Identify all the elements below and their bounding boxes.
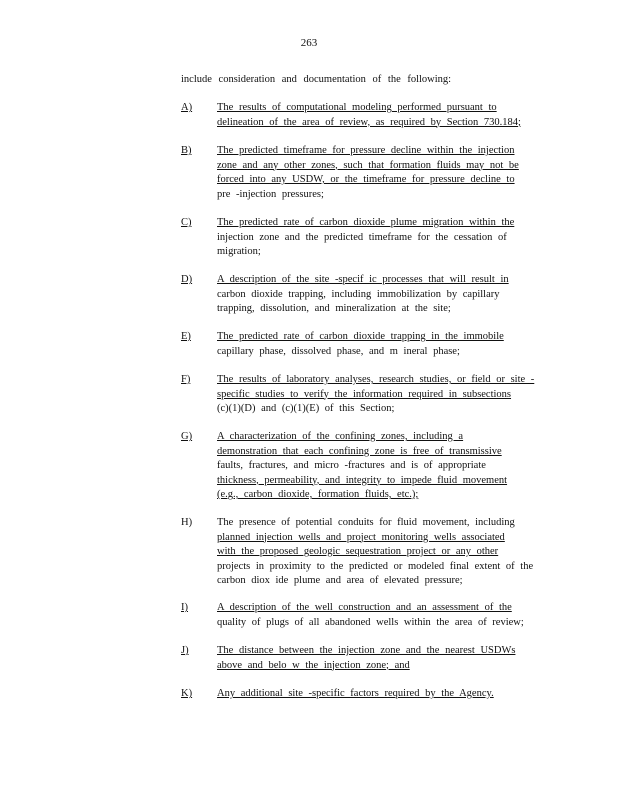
item-line: pre -injection pressures; [217, 188, 324, 200]
item-label: H) [181, 517, 193, 528]
item-body [217, 273, 543, 317]
item-label: I) [181, 602, 188, 613]
item-line: quality of plugs of all abandoned wells within the area of review; [217, 616, 524, 628]
item-body [217, 687, 543, 702]
item-line: demonstration that each confining zone is free of transmissive [217, 445, 502, 457]
item-line: forced into any USDW, or the timeframe for pressure decline to [217, 174, 515, 185]
item-line: The predicted timeframe for pressure decline within the injection [217, 145, 515, 156]
item-line: (c)(1)(D) and (c)(1)(E) of this Section; [217, 403, 395, 414]
item-label: J) [181, 645, 189, 656]
item-line: A characterization of the confining zones, including a [217, 431, 464, 442]
item-line: delineation of the area of review, as required by Section 730.184; [217, 116, 521, 128]
item-line: zone and any other zones, such that formation fluids may not be [217, 159, 519, 171]
item-label: E) [181, 331, 191, 342]
item-body [217, 101, 543, 130]
item-label: B) [181, 145, 192, 156]
item-label: G) [181, 431, 193, 442]
item-line: A description of the well construction and an assessment of the [217, 602, 512, 613]
item-label: C) [181, 217, 192, 228]
intro-text: include consideration and documentation of the following: [181, 74, 452, 85]
item-body [217, 330, 543, 359]
item-body [217, 216, 543, 260]
item-body [217, 373, 543, 417]
item-line: The results of computational modeling performed pursuant to [217, 102, 497, 113]
item-line: carbon diox ide plume and area of elevated pressure; [217, 575, 463, 586]
item-body [217, 644, 543, 673]
item-line: capillary phase, dissolved phase, and m ineral phase; [217, 345, 460, 357]
item-line: trapping, dissolution, and mineralization at the site; [217, 303, 451, 314]
item-line: The presence of potential conduits for fluid movement, including [217, 517, 515, 528]
item-line: The predicted rate of carbon dioxide plume migration within the [217, 217, 515, 228]
item-line: thickness, permeability, and integrity to impede fluid movement [217, 474, 508, 486]
item-line: above and belo w the injection zone; and [217, 659, 410, 671]
item-body [217, 144, 543, 202]
item-line: planned injection wells and project monitoring wells associated [217, 531, 505, 543]
item-body [217, 516, 543, 589]
item-line: A description of the site -specif ic processes that will result in [217, 274, 509, 285]
item-line: The predicted rate of carbon dioxide trapping in the immobile [217, 331, 504, 342]
item-line: The distance between the injection zone and the nearest USDWs [217, 645, 516, 656]
item-label: D) [181, 274, 193, 285]
item-line: migration; [217, 246, 261, 257]
item-line: specific studies to verify the information required in subsections [217, 388, 512, 400]
item-label: K) [181, 688, 193, 699]
item-line: injection zone and the predicted timeframe for the cessation of [217, 231, 507, 243]
item-line: with the proposed geologic sequestration project or any other [217, 546, 499, 557]
item-body [217, 601, 543, 630]
page-number: 263 [300, 37, 318, 49]
item-line: (e.g., carbon dioxide, formation fluids, etc.); [217, 489, 419, 500]
item-label: A) [181, 102, 193, 113]
item-line: Any additional site -specific factors required by the Agency. [217, 688, 494, 699]
item-line: projects in proximity to the predicted or modeled final extent of the [217, 560, 534, 572]
item-line: faults, fractures, and micro -fractures and is of appropriate [217, 460, 486, 471]
item-line: carbon dioxide trapping, including immobilization by capillary [217, 288, 500, 300]
item-line: The results of laboratory analyses, research studies, or field or site - [217, 374, 535, 385]
item-label: F) [181, 374, 191, 385]
item-body [217, 430, 543, 503]
